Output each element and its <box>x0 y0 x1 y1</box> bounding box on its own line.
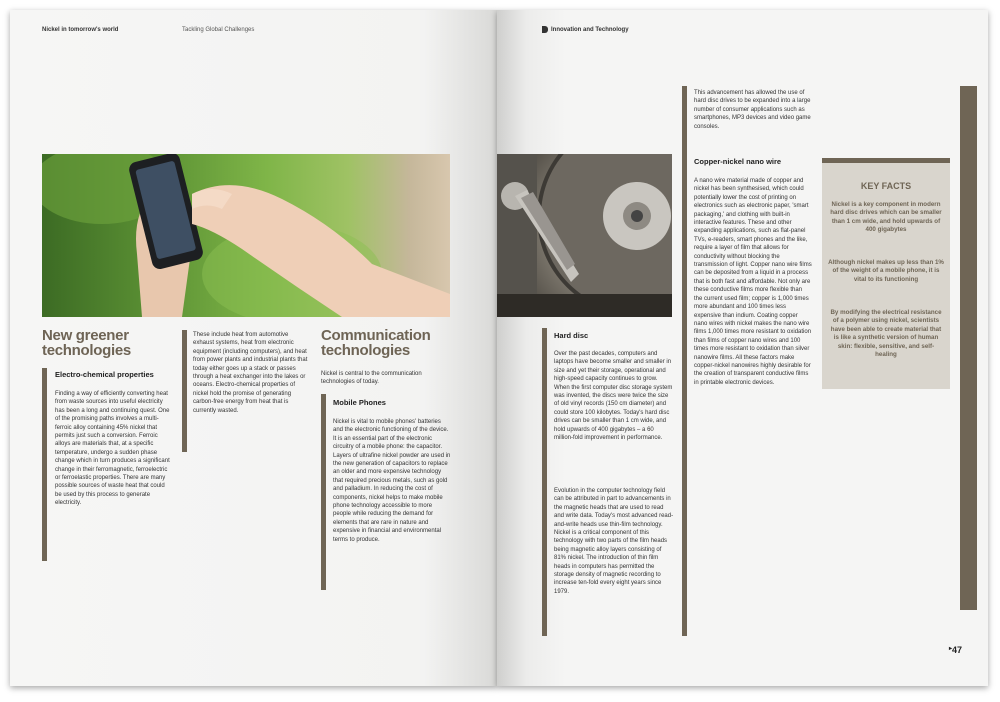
column-accent-rule <box>682 86 687 636</box>
comm-tech-title-line1: Communication <box>321 327 431 344</box>
page-number-text: 47 <box>951 645 962 655</box>
column-accent-rule <box>321 394 326 590</box>
mobile-phones-body: Nickel is vital to mobile phones' batteries and the electronic functioning of the device. It is an essential part of the electronic circuitry of a mobile phone: the capacitor. Layers of ultrafine nickel powder are used in the new generation of capacitors to replace an older and more expensive technology that required precious metals, such as gold and palladium. In reducing the cost of components, nickel helps to make mobile phone technology accessible to more people while reducing the demand for elements that are rare in nature and expensive in financial and environmental terms to produce. <box>333 419 451 543</box>
hard-disc-body: Over the past decades, computers and laptops have become smaller and smaller in size and yet their storage, operational and high-speed capacity continues to grow. When the first computer disc storage system was invented, the discs were twice the size of old vinyl records (150 cm diameter) and could store 100 kilobytes. Today's hard disc drives can be smaller than 1 cm wide, and hold upwards of 400 gigabytes – a 60 million-fold improvement in performance. <box>554 351 673 442</box>
key-facts-title: KEY FACTS <box>860 181 912 191</box>
green-tech-title-line1: New greener <box>42 327 129 344</box>
hard-disc-body-2: Evolution in the computer technology field can be attributed in part to advancements in the magnetic heads that are used to read and write data. Today's most advanced read-and-write heads use thin-film technology. Nickel is a critical component of this technology with two parts of the film heads being magnetic alloy layers consisting of 81% nickel. The introduction of thin film heads in computers has permitted the storage density of magnetic recording to increase ten-fold every eight years since 1979. <box>554 488 674 595</box>
page-marker-icon: ▸ <box>948 646 952 652</box>
key-fact-2: Although nickel makes up less than 1% of the weight of a mobile phone, it is vital to its functioning <box>828 259 944 283</box>
mobile-phones-subhead: Mobile Phones <box>333 398 386 407</box>
waste-heat-body: These include heat from automotive exhaust systems, heat from electronic equipment (including computers), and heat from power plants and industrial plants that today either goes up a stack or passes through a heat exchanger into the lakes or oceans. Electro-chemical properties of nickel hold the promise of generating carbon-free energy from heat that is currently wasted. <box>193 332 308 414</box>
key-fact-1: Nickel is a key component in modern hard disc drives which can be smaller than 1 cm wide, and hold upwards of 400 gigabytes <box>830 201 942 234</box>
hdd-applications-body: This advancement has allowed the use of hard disc drives to be expanded into a large number of consumer applications such as smartphones, MP3 devices and video game consoles. <box>694 90 811 130</box>
comm-tech-intro: Nickel is central to the communication technologies of today. <box>321 371 422 386</box>
hard-disc-subhead: Hard disc <box>554 331 589 340</box>
green-tech-title-line2: technologies <box>42 342 131 359</box>
right-section-header: Innovation and Technology <box>551 27 629 33</box>
electro-chemical-body: Finding a way of efficiently converting heat from waste sources into useful electricity has been a long and continuing quest. One of the promising paths involves a multi-ferroic alloy containing 45% nickel that permits just such a conversion. Ferroic alloys are materials that, at a specific temperature, undergo a sudden phase change which in turn produces a significant change in their ferromagnetic, ferroelectric or ferroelastic properties. There are many possible sources of waste heat that could be used by this process to generate electricity. <box>55 391 170 507</box>
nano-wire-subhead: Copper-nickel nano wire <box>694 157 782 166</box>
comm-tech-title-line2: technologies <box>321 342 410 359</box>
nano-wire-body: A nano wire material made of copper and nickel has been synthesised, which could potentially lower the cost of printing on electronics such as electronic paper, 'smart packaging,' and clothing with built-in interactive features. These and other expanding applications, such as flat-panel TVs, e-readers, smart phones and the like, require a layer of film that allows for conductivity without blocking the transmission of light. Copper nano wire films can be deposited from a liquid in a process that is both fast and affordable. Not only are these conductive films more flexible than the current used film; copper is 1,000 times more abundant and 100 times less expensive than indium. Coating copper nano wires with nickel makes the nano wire films 1,000 times more resistant to oxidation than films of copper nano wires and 100 times more resistant to oxidation than silver nanowire films. All these factors make copper-nickel nanowires highly desirable for the creation of transparent conductive films in printable electronic devices. <box>694 178 812 386</box>
section-marker-icon <box>542 26 548 33</box>
left-section-header: Nickel in tomorrow's world <box>42 27 119 33</box>
column-accent-rule <box>542 328 547 636</box>
column-accent-rule <box>182 330 187 452</box>
key-facts-box <box>822 158 950 389</box>
page-edge-accent-bar <box>960 86 977 610</box>
hard-disc-photo <box>497 154 672 317</box>
key-fact-3: By modifying the electrical resistance of a polymer using nickel, scientists have been able to create material that is like a synthetic version of human skin: flexible, sensitive, and self-healing <box>830 309 942 359</box>
page-number <box>949 645 962 655</box>
smartphone-photo <box>42 154 450 317</box>
column-accent-rule <box>42 368 47 561</box>
left-topic-header: Tackling Global Challenges <box>182 27 255 33</box>
electro-chemical-subhead: Electro-chemical properties <box>55 370 154 379</box>
